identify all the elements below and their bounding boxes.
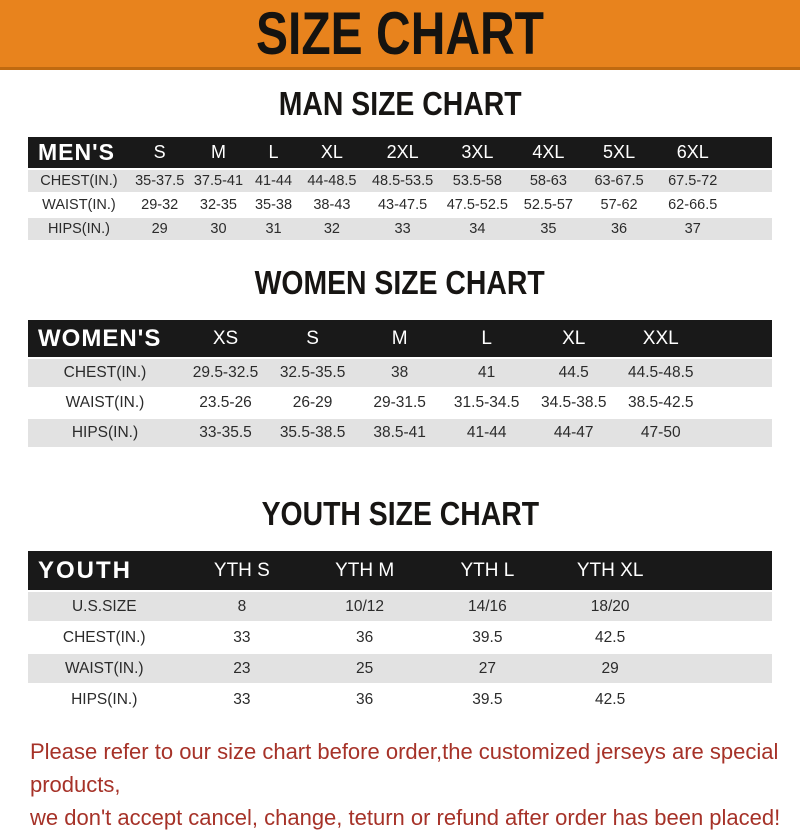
size-value-cell: 30 [210, 221, 227, 237]
size-value-cell: 31.5-34.5 [453, 394, 520, 411]
size-column-header: YTH S [213, 559, 270, 581]
table-group-label: YOUTH [38, 556, 132, 584]
size-value-cell: 42.5 [595, 628, 626, 646]
size-value-cell: 47-50 [640, 424, 681, 441]
measurement-row [28, 623, 772, 652]
size-value-cell: 32 [323, 221, 340, 237]
size-column-header: 3XL [461, 142, 494, 162]
size-value-cell: 31 [265, 221, 282, 237]
size-value-cell: 35-38 [254, 197, 293, 213]
size-column-header: XL [562, 327, 586, 349]
size-value-cell: 33 [233, 628, 251, 646]
size-value-cell: 38-43 [313, 197, 351, 213]
size-value-cell: 27 [478, 659, 497, 677]
size-column-header: XL [320, 142, 343, 162]
size-column-header: L [268, 142, 279, 162]
men-section-heading-text: MAN SIZE CHART [278, 85, 522, 122]
row-spacer [672, 592, 772, 621]
size-value-cell: 44-47 [553, 424, 594, 441]
size-column-header: YTH L [460, 559, 515, 581]
row-spacer [704, 419, 772, 447]
size-header-row [28, 137, 772, 168]
table-group-label: WOMEN'S [38, 324, 162, 352]
women-size-table [28, 318, 772, 449]
measurement-label: U.S.SIZE [71, 597, 137, 615]
size-value-cell: 34.5-38.5 [540, 394, 607, 411]
size-value-cell: 14/16 [467, 597, 507, 615]
size-value-cell: 62-66.5 [668, 197, 718, 213]
size-column-header: S [306, 327, 319, 349]
measurement-row [28, 685, 772, 714]
size-column-header: 5XL [603, 142, 636, 162]
size-value-cell: 41-44 [254, 173, 293, 189]
size-value-cell: 48.5-53.5 [371, 173, 434, 189]
size-value-cell: 35.5-38.5 [279, 424, 346, 441]
size-column-header: M [210, 142, 226, 162]
size-value-cell: 33 [394, 221, 411, 237]
size-column-header: L [481, 327, 492, 349]
size-column-header: YTH XL [576, 559, 644, 581]
size-value-cell: 37.5-41 [193, 173, 244, 189]
order-note-line2: we don't accept cancel, change, teturn or refund after order has been placed! [30, 805, 781, 830]
row-spacer [672, 623, 772, 652]
size-value-cell: 44-48.5 [307, 173, 357, 189]
size-value-cell: 63-67.5 [594, 173, 644, 189]
size-value-cell: 23 [233, 659, 251, 677]
row-spacer [730, 194, 772, 216]
row-spacer [704, 389, 772, 417]
size-value-cell: 33-35.5 [199, 424, 252, 441]
measurement-label: WAIST(IN.) [64, 659, 144, 677]
measurement-label: WAIST(IN.) [42, 197, 116, 213]
measurement-row [28, 389, 772, 417]
row-spacer [672, 654, 772, 683]
size-value-cell: 57-62 [600, 197, 638, 213]
size-value-cell: 41 [478, 364, 496, 381]
size-value-cell: 25 [356, 659, 374, 677]
size-value-cell: 38.5-41 [373, 424, 426, 441]
table-group-label: MEN'S [38, 139, 115, 165]
header-spacer [704, 320, 772, 357]
size-value-cell: 38.5-42.5 [628, 394, 694, 411]
size-column-header: S [153, 142, 166, 162]
youth-section-heading-text: YOUTH SIZE CHART [261, 495, 539, 532]
women-section-heading [0, 265, 800, 301]
size-value-cell: 23.5-26 [199, 394, 252, 411]
size-value-cell: 18/20 [590, 597, 630, 615]
size-value-cell: 44.5 [558, 364, 589, 381]
size-value-cell: 29.5-32.5 [192, 364, 259, 381]
measurement-row [28, 170, 772, 192]
men-size-table [28, 135, 772, 242]
size-column-header: YTH M [335, 559, 395, 581]
size-value-cell: 29-32 [141, 197, 179, 213]
measurement-label: CHEST(IN.) [62, 628, 146, 646]
size-value-cell: 42.5 [595, 690, 626, 708]
size-value-cell: 8 [237, 597, 247, 615]
size-column-header: 4XL [532, 142, 565, 162]
size-value-cell: 34 [469, 221, 486, 237]
measurement-label: CHEST(IN.) [63, 364, 147, 381]
size-value-cell: 39.5 [472, 690, 503, 708]
size-value-cell: 38 [390, 364, 409, 381]
size-column-header: XXL [642, 327, 679, 349]
size-value-cell: 67.5-72 [668, 173, 718, 189]
women-section-heading-text: WOMEN SIZE CHART [254, 264, 546, 301]
measurement-row [28, 218, 772, 240]
size-value-cell: 32.5-35.5 [279, 364, 346, 381]
order-note [30, 735, 800, 834]
measurement-row [28, 359, 772, 387]
measurement-row [28, 654, 772, 683]
size-value-cell: 35-37.5 [135, 173, 185, 189]
size-value-cell: 36 [356, 628, 374, 646]
measurement-label: HIPS(IN.) [71, 424, 139, 441]
size-value-cell: 52.5-57 [523, 197, 573, 213]
size-value-cell: 33 [233, 690, 251, 708]
size-value-cell: 41-44 [466, 424, 507, 441]
size-value-cell: 47.5-52.5 [446, 197, 508, 213]
measurement-label: CHEST(IN.) [40, 173, 118, 189]
order-note-line1: Please refer to our size chart before order,the customized jerseys are special products, [30, 739, 779, 797]
size-value-cell: 35 [540, 221, 557, 237]
size-column-header: 2XL [386, 142, 419, 162]
size-value-cell: 29 [601, 659, 619, 677]
youth-size-table [28, 549, 772, 716]
youth-section-heading [0, 496, 800, 532]
size-chart-banner [0, 0, 800, 70]
size-value-cell: 39.5 [472, 628, 503, 646]
measurement-label: HIPS(IN.) [47, 221, 110, 237]
measurement-row [28, 419, 772, 447]
men-section-heading [0, 86, 800, 122]
header-spacer [672, 551, 772, 590]
size-value-cell: 43-47.5 [377, 197, 428, 213]
measurement-label: HIPS(IN.) [71, 690, 138, 708]
size-value-cell: 29 [151, 221, 168, 237]
size-value-cell: 53.5-58 [452, 173, 502, 189]
size-header-row [28, 551, 772, 590]
size-value-cell: 36 [610, 221, 628, 237]
banner-title: SIZE CHART [256, 0, 544, 67]
size-value-cell: 10/12 [345, 597, 385, 615]
size-value-cell: 44.5-48.5 [628, 364, 694, 381]
size-value-cell: 29-31.5 [373, 394, 426, 411]
size-value-cell: 26-29 [292, 394, 333, 411]
size-column-header: M [391, 327, 408, 349]
size-value-cell: 36 [356, 690, 374, 708]
size-column-header: 6XL [676, 142, 709, 162]
measurement-row [28, 194, 772, 216]
measurement-label: WAIST(IN.) [65, 394, 145, 411]
row-spacer [730, 218, 772, 240]
row-spacer [672, 685, 772, 714]
size-header-row [28, 320, 772, 357]
row-spacer [730, 170, 772, 192]
row-spacer [704, 359, 772, 387]
size-value-cell: 37 [684, 221, 701, 237]
header-spacer [730, 137, 772, 168]
measurement-row [28, 592, 772, 621]
size-value-cell: 32-35 [199, 197, 237, 213]
size-value-cell: 58-63 [529, 173, 567, 189]
size-column-header: XS [212, 327, 239, 349]
